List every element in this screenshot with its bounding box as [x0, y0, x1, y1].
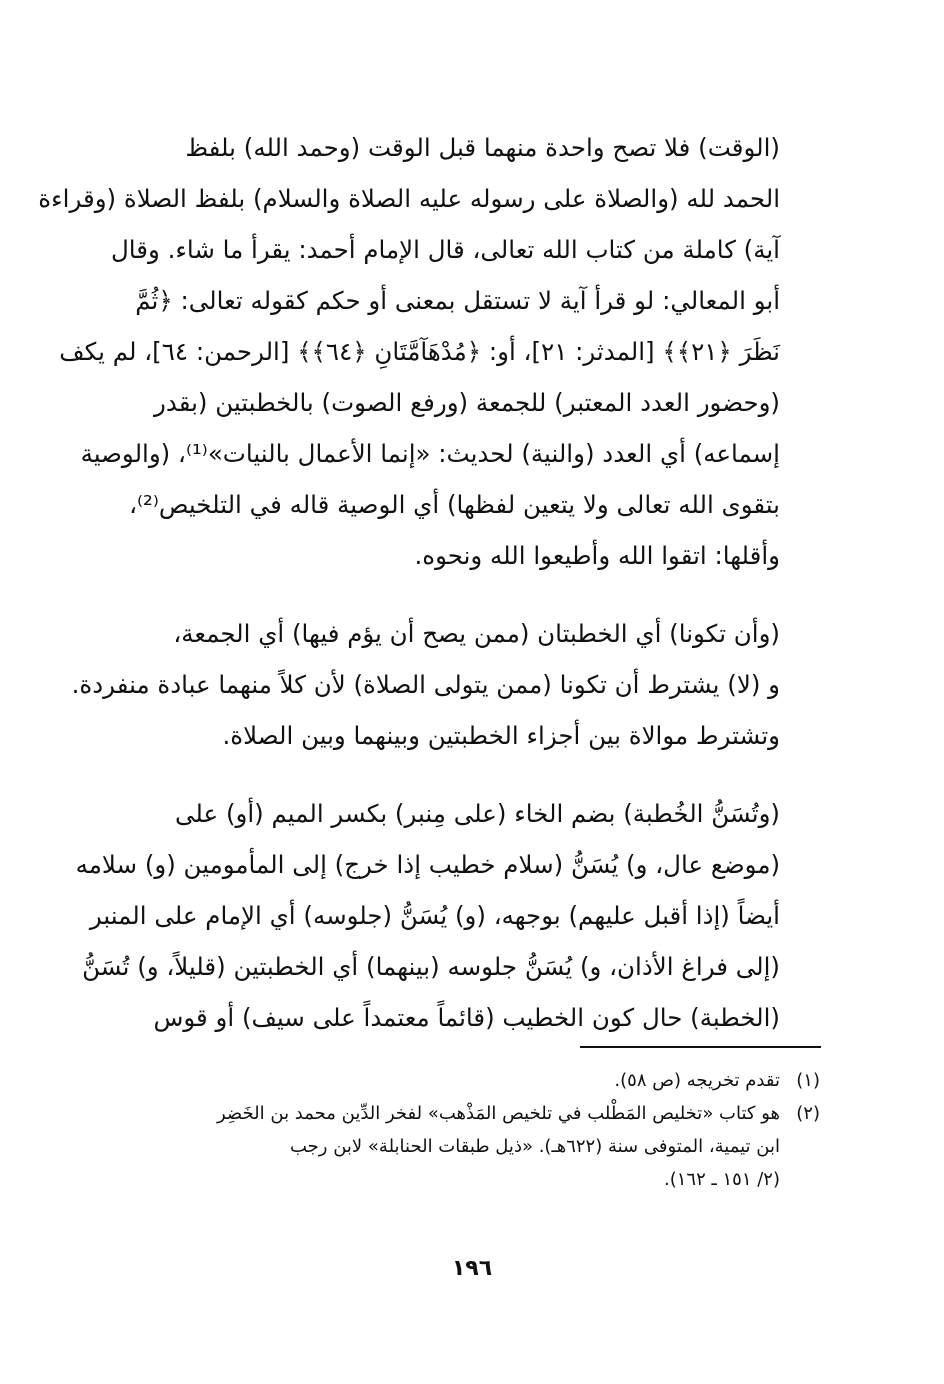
footnote-2: [100, 1097, 820, 1196]
main-text: [38, 122, 820, 1043]
footnote-text: [100, 1097, 780, 1196]
text-line: (موضع عال، و) يُسَنُّ (سلام خطيب إذا خرج) إلى المأمومين (و) سلامه: [75, 850, 780, 879]
text-line: و (لا) يشترط أن تكونا (ممن يتولى الصلاة) لأن كلاً منهما عبادة منفردة.: [71, 670, 780, 699]
text-line: وتشترط موالاة بين أجزاء الخطبتين وبينهما وبين الصلاة.: [222, 721, 780, 750]
footnotes: [100, 1064, 820, 1196]
paragraph: [75, 788, 820, 1043]
footnote-line: ابن تيمية، المتوفى سنة (٦٢٢هـ). «ذيل طبقات الحنابلة» لابن رجب: [290, 1136, 780, 1157]
text-line: بتقوى الله تعالى ولا يتعين لفظها) أي الوصية قاله في التلخيص⁽²⁾،: [129, 490, 780, 519]
text-line: (الوقت) فلا تصح واحدة منهما قبل الوقت (وحمد الله) بلفظ: [185, 133, 780, 162]
footnote-separator: [580, 1046, 821, 1048]
text-line: (وحضور العدد المعتبر) للجمعة (ورفع الصوت) بالخطبتين (بقدر: [154, 388, 780, 417]
text-line: الحمد لله (والصلاة على رسوله عليه الصلاة والسلام) بلفظ الصلاة (وقراءة: [38, 184, 780, 213]
footnote-text: [100, 1064, 780, 1097]
text-line: (وتُسَنُّ الخُطبة) بضم الخاء (على مِنبر) بكسر الميم (أو) على: [175, 799, 780, 828]
text-line: (وأن تكونا) أي الخطبتان (ممن يصح أن يؤم فيها) أي الجمعة،: [173, 619, 780, 648]
paragraph: [38, 122, 820, 581]
text-line: وأقلها: اتقوا الله وأطيعوا الله ونحوه.: [414, 541, 780, 570]
text-line: أبو المعالي: لو قرأ آية لا تستقل بمعنى أو حكم كقوله تعالى: ﴿ثُمَّ: [135, 286, 780, 315]
footnote-line: تقدم تخريجه (ص ٥٨).: [614, 1070, 780, 1091]
footnote-line: هو كتاب «تخليص المَطْلب في تلخيص المَذْهب» لفخر الدِّين محمد بن الخَضِر: [217, 1103, 780, 1124]
page-number: ١٩٦: [451, 1256, 493, 1281]
footnote-1: [100, 1064, 820, 1097]
text-line: إسماعه) أي العدد (والنية) لحديث: «إنما الأعمال بالنيات»⁽¹⁾، (والوصية: [80, 439, 780, 468]
text-line: (الخطبة) حال كون الخطيب (قائماً معتمداً على سيف) أو قوس: [153, 1003, 780, 1032]
text-line: أيضاً (إذا أقبل عليهم) بوجهه، (و) يُسَنُّ (جلوسه) أي الإمام على المنبر: [89, 901, 780, 930]
footnote-number: (١): [796, 1070, 820, 1091]
text-line: آية) كاملة من كتاب الله تعالى، قال الإمام أحمد: يقرأ ما شاء. وقال: [110, 235, 780, 264]
text-line: (إلى فراغ الأذان، و) يُسَنُّ جلوسه (بينهما) أي الخطبتين (قليلاً، و) تُسَنُّ: [82, 952, 780, 981]
text-line: نَظَرَ ﴿٢١﴾﴾ [المدثر: ٢١]، أو: ﴿مُدْهَآمَّتَانِ ﴿٦٤﴾﴾ [الرحمن: ٦٤]، لم يكف: [59, 337, 780, 366]
footnote-number: (٢): [796, 1103, 820, 1124]
footnote-line: (٢/ ١٥١ ـ ١٦٢).: [664, 1169, 780, 1190]
paragraph: [71, 608, 820, 761]
